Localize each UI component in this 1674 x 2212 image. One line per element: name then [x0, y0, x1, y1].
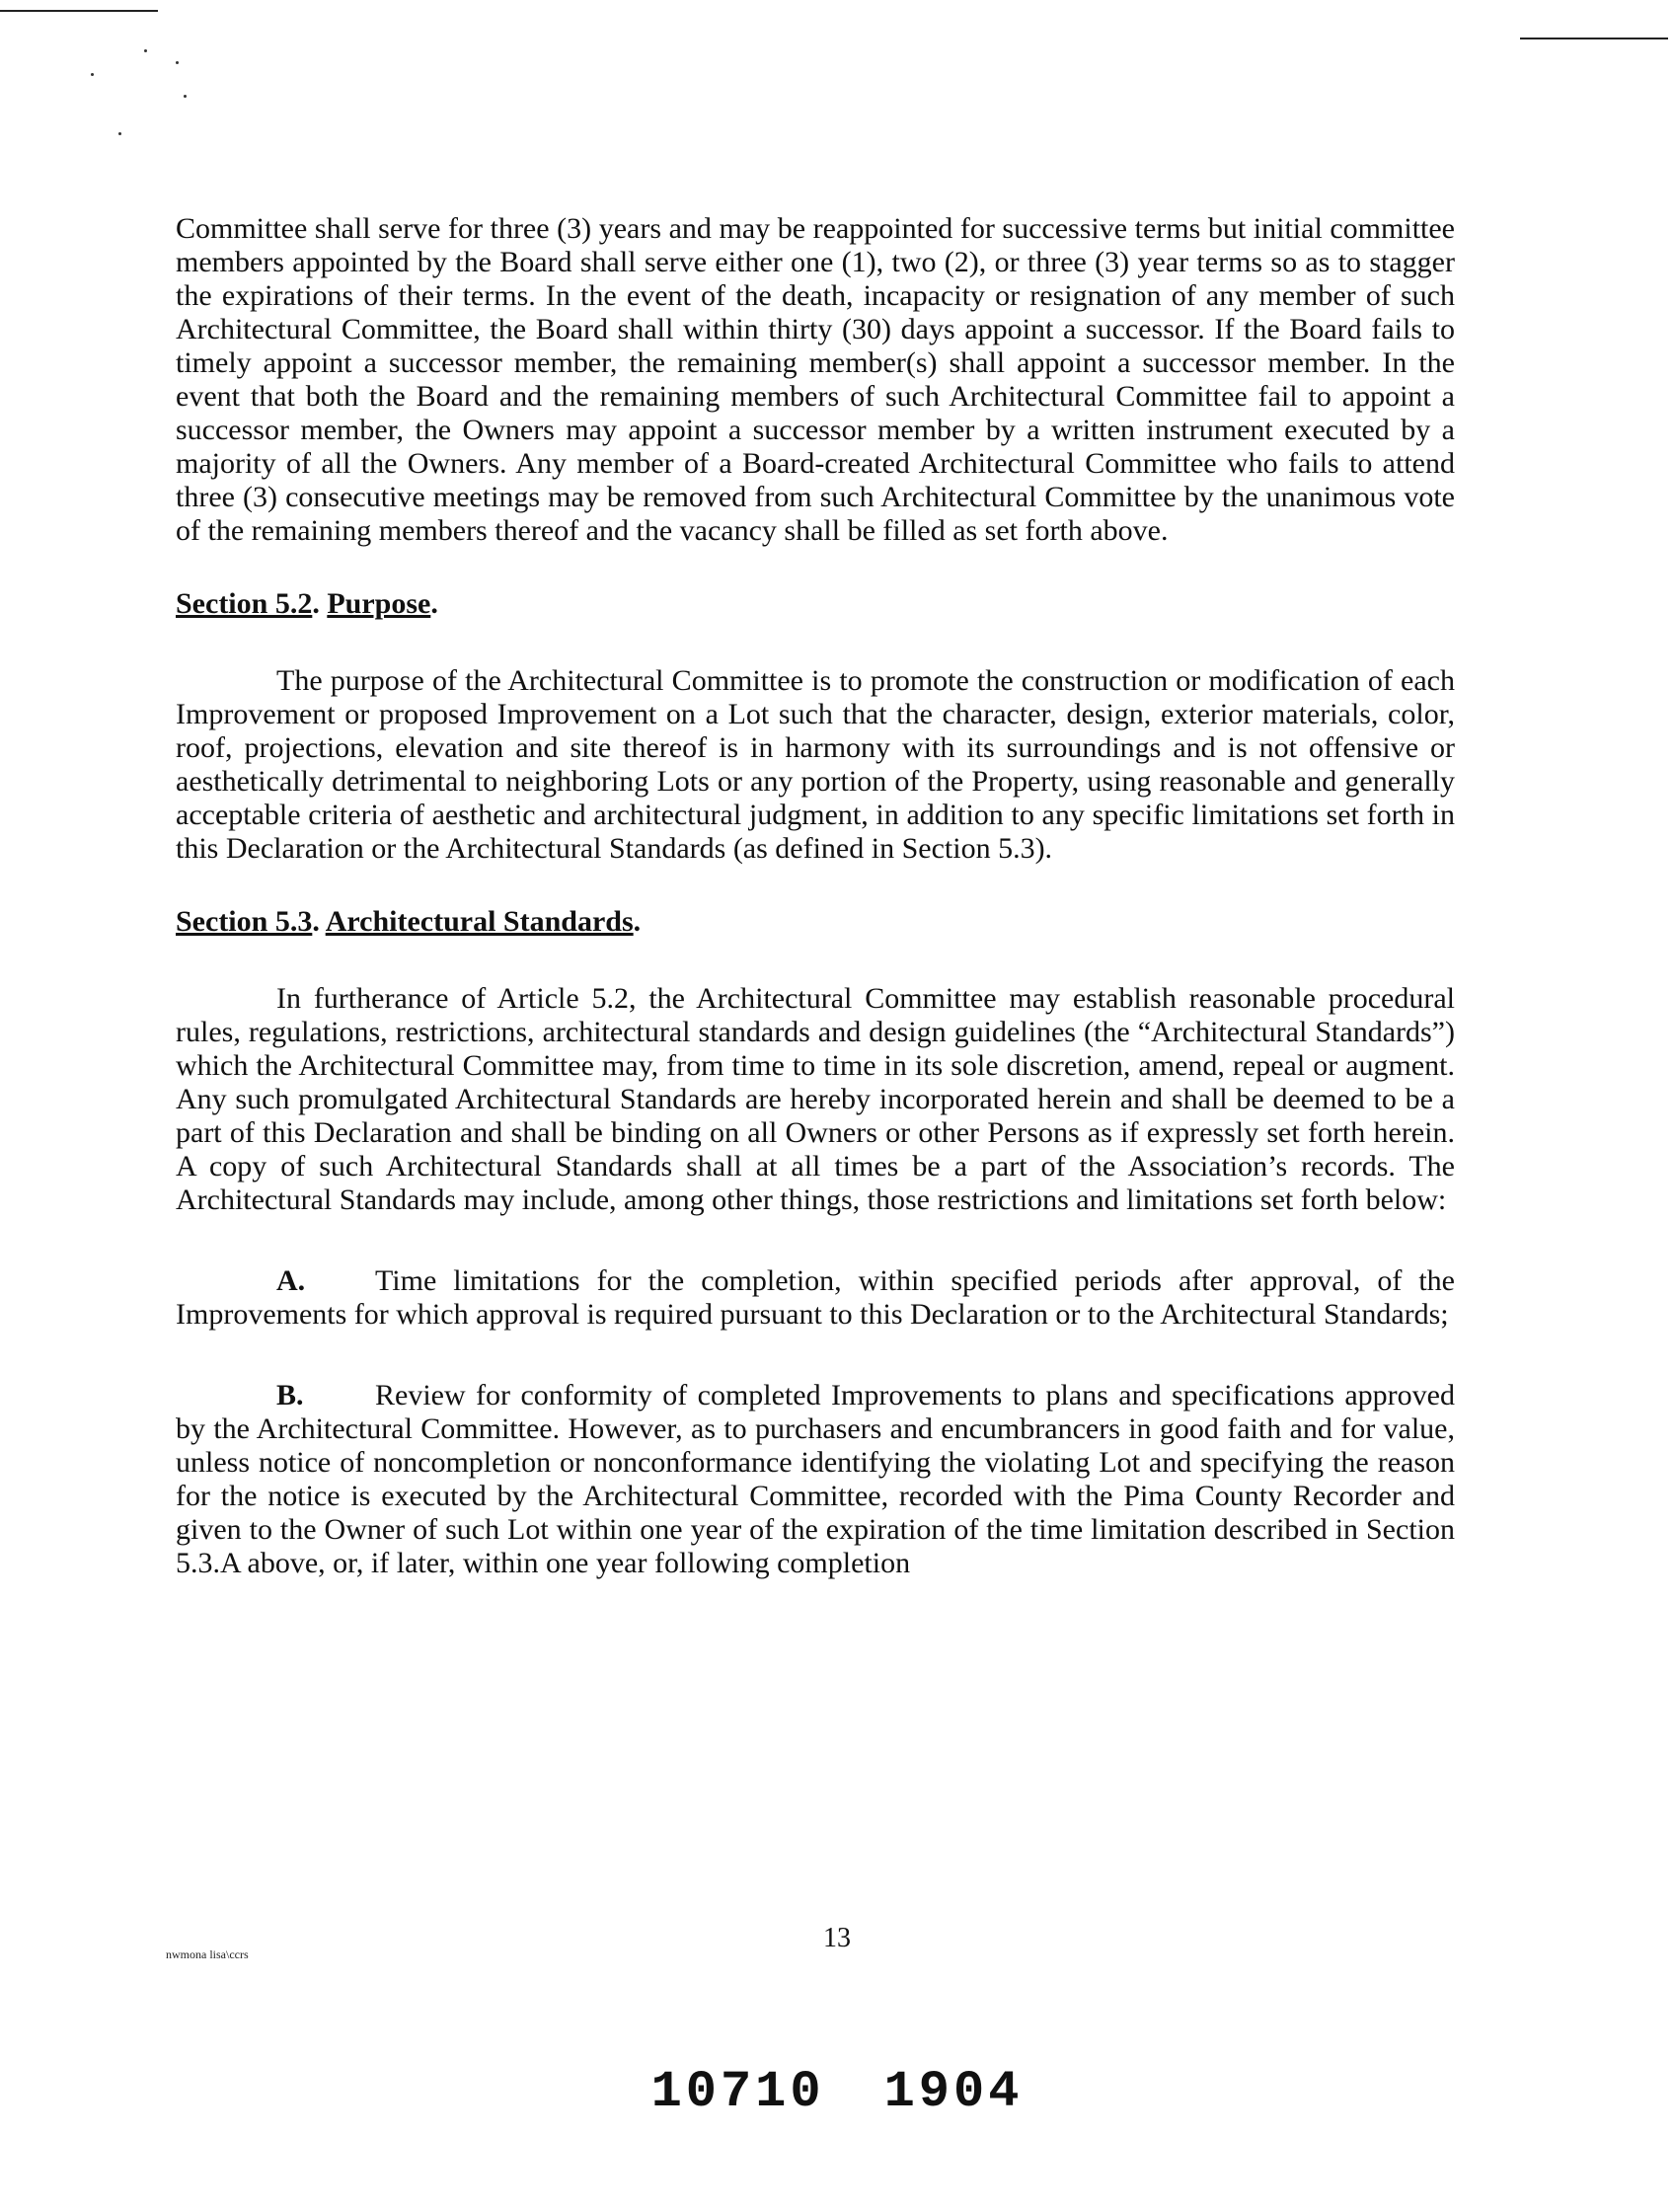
section-5-3-number: Section 5.3	[176, 905, 313, 938]
scan-artifact-line	[1520, 38, 1668, 39]
page-number: 13	[823, 1923, 851, 1953]
list-item-letter: A.	[276, 1264, 306, 1297]
section-5-2-paragraph: The purpose of the Architectural Committee is to promote the construction or modification of each Improvement or proposed Improvement on a Lot such that the character, design, exterior materials, color, roof, projections, elevation and site thereof is in harmony with its surroundings and is not offensive or aesthetically detrimental to neighboring Lots or any portion of the Property, using reasonable and generally acceptable criteria of aesthetic and architectural judgment, in addition to any specific limitations set forth in this Declaration or the Architectural Standards (as defined in Section 5.3).	[176, 664, 1455, 865]
list-item-a	[176, 1264, 1455, 1332]
scan-speck	[184, 95, 187, 98]
scan-speck	[91, 73, 94, 76]
list-item-text: Time limitations for the completion, within specified periods after approval, of the Improvements for which approval is required pursuant to this Declaration or to the Architectural Standards;	[176, 1264, 1455, 1331]
recording-stamp	[0, 2063, 1674, 2121]
section-5-2-title: Purpose	[327, 587, 431, 620]
intro-paragraph: Committee shall serve for three (3) years and may be reappointed for successive terms but initial committee members appointed by the Board shall serve either one (1), two (2), or three (3) year terms so as to stagger the expirations of their terms. In the event of the death, incapacity or resignation of any member of such Architectural Committee, the Board shall within thirty (30) days appoint a successor. If the Board fails to timely appoint a successor member, the remaining member(s) shall appoint a successor member. In the event that both the Board and the remaining members of such Architectural Committee fail to appoint a successor member, the Owners may appoint a successor member by a written instrument executed by a majority of all the Owners. Any member of a Board-created Architectural Committee who fails to attend three (3) consecutive meetings may be removed from such Architectural Committee by the unanimous vote of the remaining members thereof and the vacancy shall be filled as set forth above.	[176, 212, 1455, 547]
section-5-3-title: Architectural Standards	[325, 905, 634, 938]
list-item-b	[176, 1379, 1455, 1580]
list-item-letter: B.	[276, 1379, 304, 1411]
scan-speck	[176, 61, 179, 64]
section-5-3-heading: Section 5.3. Architectural Standards.	[176, 905, 642, 938]
stamp-page: 1904	[883, 2063, 1024, 2121]
section-5-2-number: Section 5.2	[176, 587, 313, 620]
section-5-3-paragraph: In furtherance of Article 5.2, the Architectural Committee may establish reasonable procedural rules, regulations, restrictions, architectural standards and design guidelines (the “Architectural Standards”) which the Architectural Committee may, from time to time in its sole discretion, amend, repeal or augment. Any such promulgated Architectural Standards are hereby incorporated herein and shall be deemed to be a part of this Declaration and shall be binding on all Owners or other Persons as if expressly set forth herein. A copy of such Architectural Standards shall at all times be a part of the Association’s records. The Architectural Standards may include, among other things, those restrictions and limitations set forth below:	[176, 982, 1455, 1216]
footer-file-reference: nwmona lisa\ccrs	[166, 1947, 249, 1961]
list-item-text: Review for conformity of completed Improvements to plans and specifications approved by the Architectural Committee. However, as to purchasers and encumbrancers in good faith and for value, unless notice of noncompletion or nonconformance identifying the violating Lot and specifying the reason for the notice is executed by the Architectural Committee, recorded with the Pima County Recorder and given to the Owner of such Lot within one year of the expiration of the time limitation described in Section 5.3.A above, or, if later, within one year following completion	[176, 1379, 1455, 1579]
scan-artifact-line	[0, 10, 158, 12]
document-page	[176, 212, 1455, 1580]
scan-speck	[118, 132, 121, 135]
scan-speck	[144, 49, 147, 52]
section-5-2-heading: Section 5.2. Purpose.	[176, 587, 438, 620]
stamp-docket: 10710	[650, 2063, 825, 2121]
